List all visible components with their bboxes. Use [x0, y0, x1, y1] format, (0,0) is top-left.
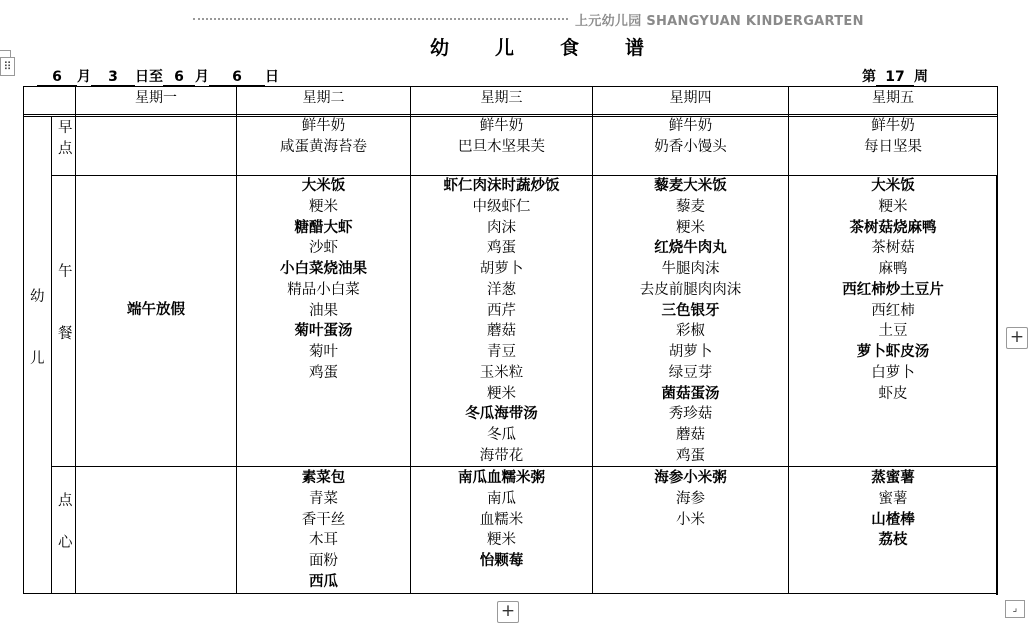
- table-resize-handle-icon[interactable]: ⌟: [1005, 600, 1025, 618]
- end-month: 6: [163, 69, 195, 87]
- ingredient: 南瓜: [487, 490, 516, 507]
- dish-name: 三色银牙: [661, 302, 720, 319]
- column-border: [75, 86, 76, 594]
- ingredient: 巴旦木坚果芙: [458, 138, 545, 155]
- ingredient: 粳米: [309, 198, 338, 215]
- meal-label-snack: 点: [58, 493, 73, 509]
- meal-label-lunch: 午: [58, 264, 73, 280]
- ingredient: 彩椒: [676, 323, 705, 340]
- start-month: 6: [37, 69, 77, 87]
- ingredient: 鸡蛋: [487, 240, 516, 257]
- month-label: 月: [77, 69, 91, 85]
- title-char: 食: [560, 37, 580, 59]
- ingredient: 香干丝: [301, 511, 346, 528]
- ingredient: 精品小白菜: [287, 281, 360, 298]
- meal-label-breakfast: 点: [58, 141, 73, 157]
- ingredient: 沙虾: [309, 240, 338, 257]
- table-border-right: [997, 86, 998, 176]
- dish-name: 藜麦大米饭: [654, 178, 727, 194]
- group-label: 幼: [30, 289, 45, 305]
- cell-wed-snack: [411, 468, 592, 572]
- ingredient: 海带花: [479, 447, 524, 464]
- table-border-top: [23, 86, 998, 87]
- table-border-bottom: [23, 593, 998, 594]
- ingredient: 茶树菇: [871, 240, 915, 257]
- ingredient: 胡萝卜: [668, 344, 713, 360]
- group-label: 儿: [30, 351, 45, 367]
- ingredient: 冬瓜: [487, 427, 516, 443]
- dish-name: 南瓜血糯米粥: [458, 470, 545, 486]
- ingredient: 洋葱: [487, 281, 516, 298]
- cell-thu-breakfast: [593, 116, 788, 158]
- header-tuesday: 星期二: [302, 90, 345, 106]
- add-column-button[interactable]: +: [1006, 327, 1028, 349]
- ingredient: 蜜薯: [878, 490, 908, 507]
- header-thursday: 星期四: [669, 90, 712, 106]
- cell-wed-lunch: [411, 176, 592, 467]
- cell-tue-lunch: [237, 176, 410, 384]
- table-move-handle-icon[interactable]: ⠿: [0, 57, 15, 76]
- week-number: [862, 66, 928, 86]
- cell-fri-lunch: [789, 176, 997, 404]
- table-move-guide: [0, 50, 11, 57]
- cell-wed-breakfast: [411, 116, 592, 158]
- header-wednesday: 星期三: [480, 90, 523, 106]
- ingredient: 鲜牛奶: [871, 118, 915, 134]
- ingredient: 鲜牛奶: [301, 118, 346, 134]
- column-border: [51, 116, 52, 593]
- ingredient: 鲜牛奶: [668, 118, 713, 134]
- ingredient: 土豆: [878, 323, 908, 340]
- day-to-label: 日至: [135, 69, 163, 85]
- ingredient: 绿豆芽: [668, 364, 713, 381]
- dish-name: 冬瓜海带汤: [465, 406, 538, 423]
- ingredient: 菊叶: [309, 344, 338, 360]
- meal-label-breakfast: 早: [58, 120, 73, 136]
- dish-name: 萝卜虾皮汤: [856, 344, 930, 360]
- ingredient: 木耳: [309, 532, 338, 549]
- title-char: 谱: [625, 37, 645, 59]
- header-row-border: [23, 114, 998, 115]
- add-row-button[interactable]: +: [497, 601, 519, 623]
- ingredient: 蘑菇: [676, 427, 705, 443]
- ingredient: 去皮前腿肉肉沫: [639, 281, 742, 298]
- page-title: [430, 33, 644, 60]
- ingredient: 蘑菇: [487, 323, 516, 340]
- ingredient: 血糯米: [479, 511, 524, 528]
- dish-name: 蒸蜜薯: [871, 470, 915, 486]
- ingredient: 肉沫: [487, 219, 516, 236]
- ingredient: 每日坚果: [864, 138, 922, 155]
- dish-name: 红烧牛肉丸: [654, 240, 727, 257]
- ingredient: 鲜牛奶: [479, 118, 524, 134]
- ingredient: 秀珍菇: [668, 406, 713, 423]
- header-friday: 星期五: [872, 90, 914, 106]
- dish-name: 西红柿炒土豆片: [842, 281, 944, 298]
- ingredient: 牛腿肉沫: [661, 261, 720, 277]
- dish-name: 荔枝: [878, 532, 908, 549]
- end-day: 6: [209, 69, 265, 87]
- dish-name: 糖醋大虾: [294, 219, 353, 236]
- ingredient: 海参: [676, 490, 705, 507]
- dish-name: 虾仁肉沫时蔬炒饭: [443, 178, 560, 194]
- ingredient: 粳米: [676, 219, 705, 236]
- ingredient: 虾皮: [878, 385, 908, 402]
- dish-name: 小白菜烧油果: [280, 261, 367, 277]
- ingredient: 西红柿: [871, 302, 915, 319]
- title-char: 幼: [430, 37, 450, 59]
- cell-thu-lunch: [593, 176, 788, 467]
- dish-name: 茶树菇烧麻鸭: [849, 219, 937, 236]
- dish-name: 菌菇蛋汤: [661, 385, 720, 402]
- dish-name: 大米饭: [871, 178, 915, 194]
- ingredient: 面粉: [309, 553, 338, 569]
- dish-name: 大米饭: [301, 178, 346, 194]
- date-range: [37, 66, 279, 87]
- meal-label-snack: 心: [58, 535, 73, 551]
- day-label: 日: [265, 69, 279, 85]
- ingredient: 粳米: [487, 385, 516, 402]
- ingredient: 粳米: [878, 198, 908, 215]
- table-border-left: [23, 86, 24, 594]
- dish-name: 怡颗莓: [479, 553, 524, 569]
- meal-label-lunch: 餐: [58, 326, 73, 342]
- ingredient: 胡萝卜: [479, 261, 524, 277]
- ingredient: 玉米粒: [479, 364, 524, 381]
- monday-holiday-note: 端午放假: [127, 302, 185, 318]
- dish-name: 山楂棒: [871, 511, 915, 528]
- ingredient: 粳米: [487, 532, 516, 549]
- week-value: 17: [876, 69, 914, 86]
- cell-tue-snack: [237, 468, 410, 593]
- school-name: 上元幼儿园 SHANGYUAN KINDERGARTEN: [575, 14, 864, 29]
- header-monday: 星期一: [135, 90, 177, 106]
- cell-fri-snack: [789, 468, 997, 551]
- ingredient: 麻鸭: [878, 261, 908, 277]
- ingredient: 青豆: [487, 344, 516, 360]
- ingredient: 藜麦: [676, 198, 705, 215]
- dish-name: 素菜包: [301, 470, 346, 486]
- ingredient: 鸡蛋: [309, 364, 338, 381]
- cell-tue-breakfast: [237, 116, 410, 158]
- ingredient: 小米: [676, 511, 705, 528]
- month-label: 月: [195, 69, 209, 85]
- ingredient: 白萝卜: [871, 364, 915, 381]
- ingredient: 西芹: [487, 302, 516, 319]
- title-char: 儿: [495, 37, 515, 59]
- cell-thu-snack: [593, 468, 788, 530]
- cell-fri-breakfast: [789, 116, 997, 158]
- header-divider: [193, 18, 568, 20]
- dish-name: 海参小米粥: [654, 470, 727, 486]
- week-prefix: 第: [862, 69, 876, 85]
- ingredient: 青菜: [309, 490, 338, 507]
- dish-name: 菊叶蛋汤: [294, 323, 353, 340]
- start-day: 3: [91, 69, 135, 87]
- ingredient: 咸蛋黄海苔卷: [280, 138, 367, 155]
- dish-name: 西瓜: [309, 573, 338, 590]
- ingredient: 鸡蛋: [676, 447, 705, 464]
- ingredient: 油果: [309, 302, 338, 319]
- ingredient: 中级虾仁: [472, 198, 531, 215]
- week-suffix: 周: [914, 69, 928, 85]
- ingredient: 奶香小馒头: [654, 138, 727, 155]
